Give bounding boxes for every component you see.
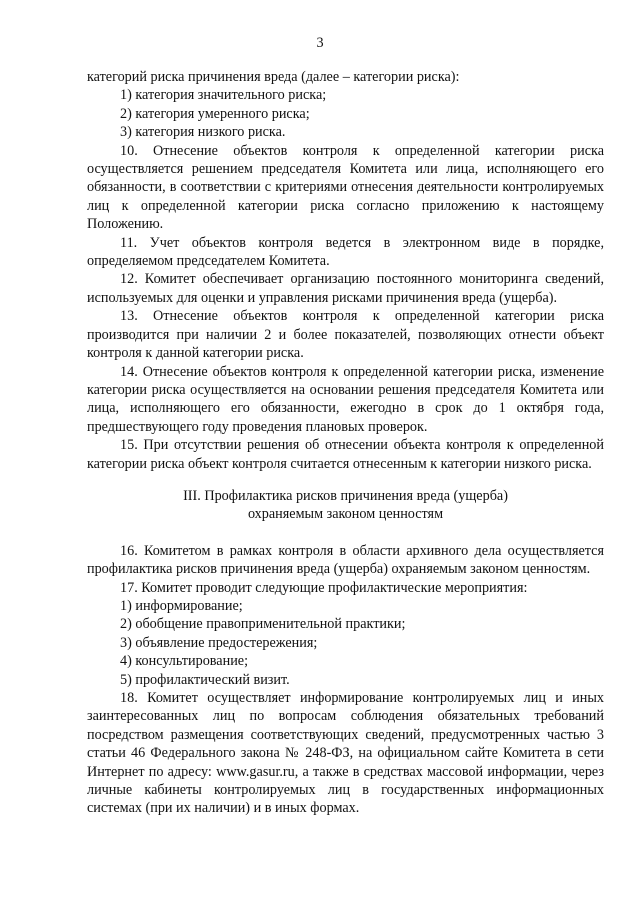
section-title-line2: охраняемым законом ценностям: [247, 506, 444, 523]
list-item-measure: 1) информирование;: [120, 597, 243, 614]
list-item-risk-category: 1) категория значительного риска;: [120, 87, 327, 104]
document-body: [87, 68, 604, 818]
list-item-risk-category: 2) категория умеренного риска;: [120, 105, 310, 122]
paragraph-11: 11. Учет объектов контроля ведется в электронном виде в порядке, определяемом председателем Комитета.: [87, 234, 604, 270]
list-item-measure: 3) объявление предостережения;: [120, 634, 318, 651]
paragraph-18: 18. Комитет осуществляет информирование контролируемых лиц и иных заинтересованных лиц по вопросам соблюдения обязательных требований посредством размещения соответствующих сведений, предусмотренных частью 3 статьи 46 Федерального закона № 248-ФЗ, на официальном сайте Комитета в сети Интернет по адресу: www.gasur.ru, а также в средствах массовой информации, через личные кабинеты контролируемых лиц в государственных информационных системах (при их наличии) и в иных формах.: [87, 690, 604, 817]
list-item-measure: 5) профилактический визит.: [120, 671, 290, 688]
paragraph-17: 17. Комитет проводит следующие профилактические мероприятия:: [120, 579, 528, 596]
paragraph-13: 13. Отнесение объектов контроля к определенной категории риска производится при наличии 2 и более показателей, позволяющих отнести объект контроля к данной категории риска.: [87, 308, 604, 362]
paragraph-10: 10. Отнесение объектов контроля к определенной категории риска осуществляется решением председателя Комитета или лица, исполняющего его обязанности, в соответствии с критериями отнесения деятельности контролируемых лиц к определенной категории риска согласно приложению к настоящему Положению.: [87, 142, 604, 233]
list-item-measure: 4) консультирование;: [120, 653, 249, 670]
paragraph-14: 14. Отнесение объектов контроля к определенной категории риска, изменение категории риска осуществляется на основании решения председателя Комитета или лица, исполняющего его обязанности, ежегодно в срок до 1 октября года, предшествующего году проведения плановых проверок.: [87, 363, 604, 435]
page-number: 3: [316, 35, 324, 51]
paragraph-16: 16. Комитетом в рамках контроля в области архивного дела осуществляется профилактика рисков причинения вреда (ущерба) охраняемым законом ценностям.: [87, 542, 604, 578]
paragraph-15: 15. При отсутствии решения об отнесении объекта контроля к определенной категории риска объект контроля считается отнесенным к категории низкого риска.: [87, 437, 604, 472]
paragraph-intro: категорий риска причинения вреда (далее – категории риска):: [87, 69, 460, 85]
paragraph-12: 12. Комитет обеспечивает организацию постоянного мониторинга сведений, используемых для оценки и управления рисками причинения вреда (ущерба).: [87, 271, 604, 306]
section-title-line1: III. Профилактика рисков причинения вреда (ущерба): [183, 487, 508, 504]
section-heading: [87, 487, 604, 524]
list-item-measure: 2) обобщение правоприменительной практики;: [120, 616, 406, 633]
list-item-risk-category: 3) категория низкого риска.: [120, 124, 286, 141]
